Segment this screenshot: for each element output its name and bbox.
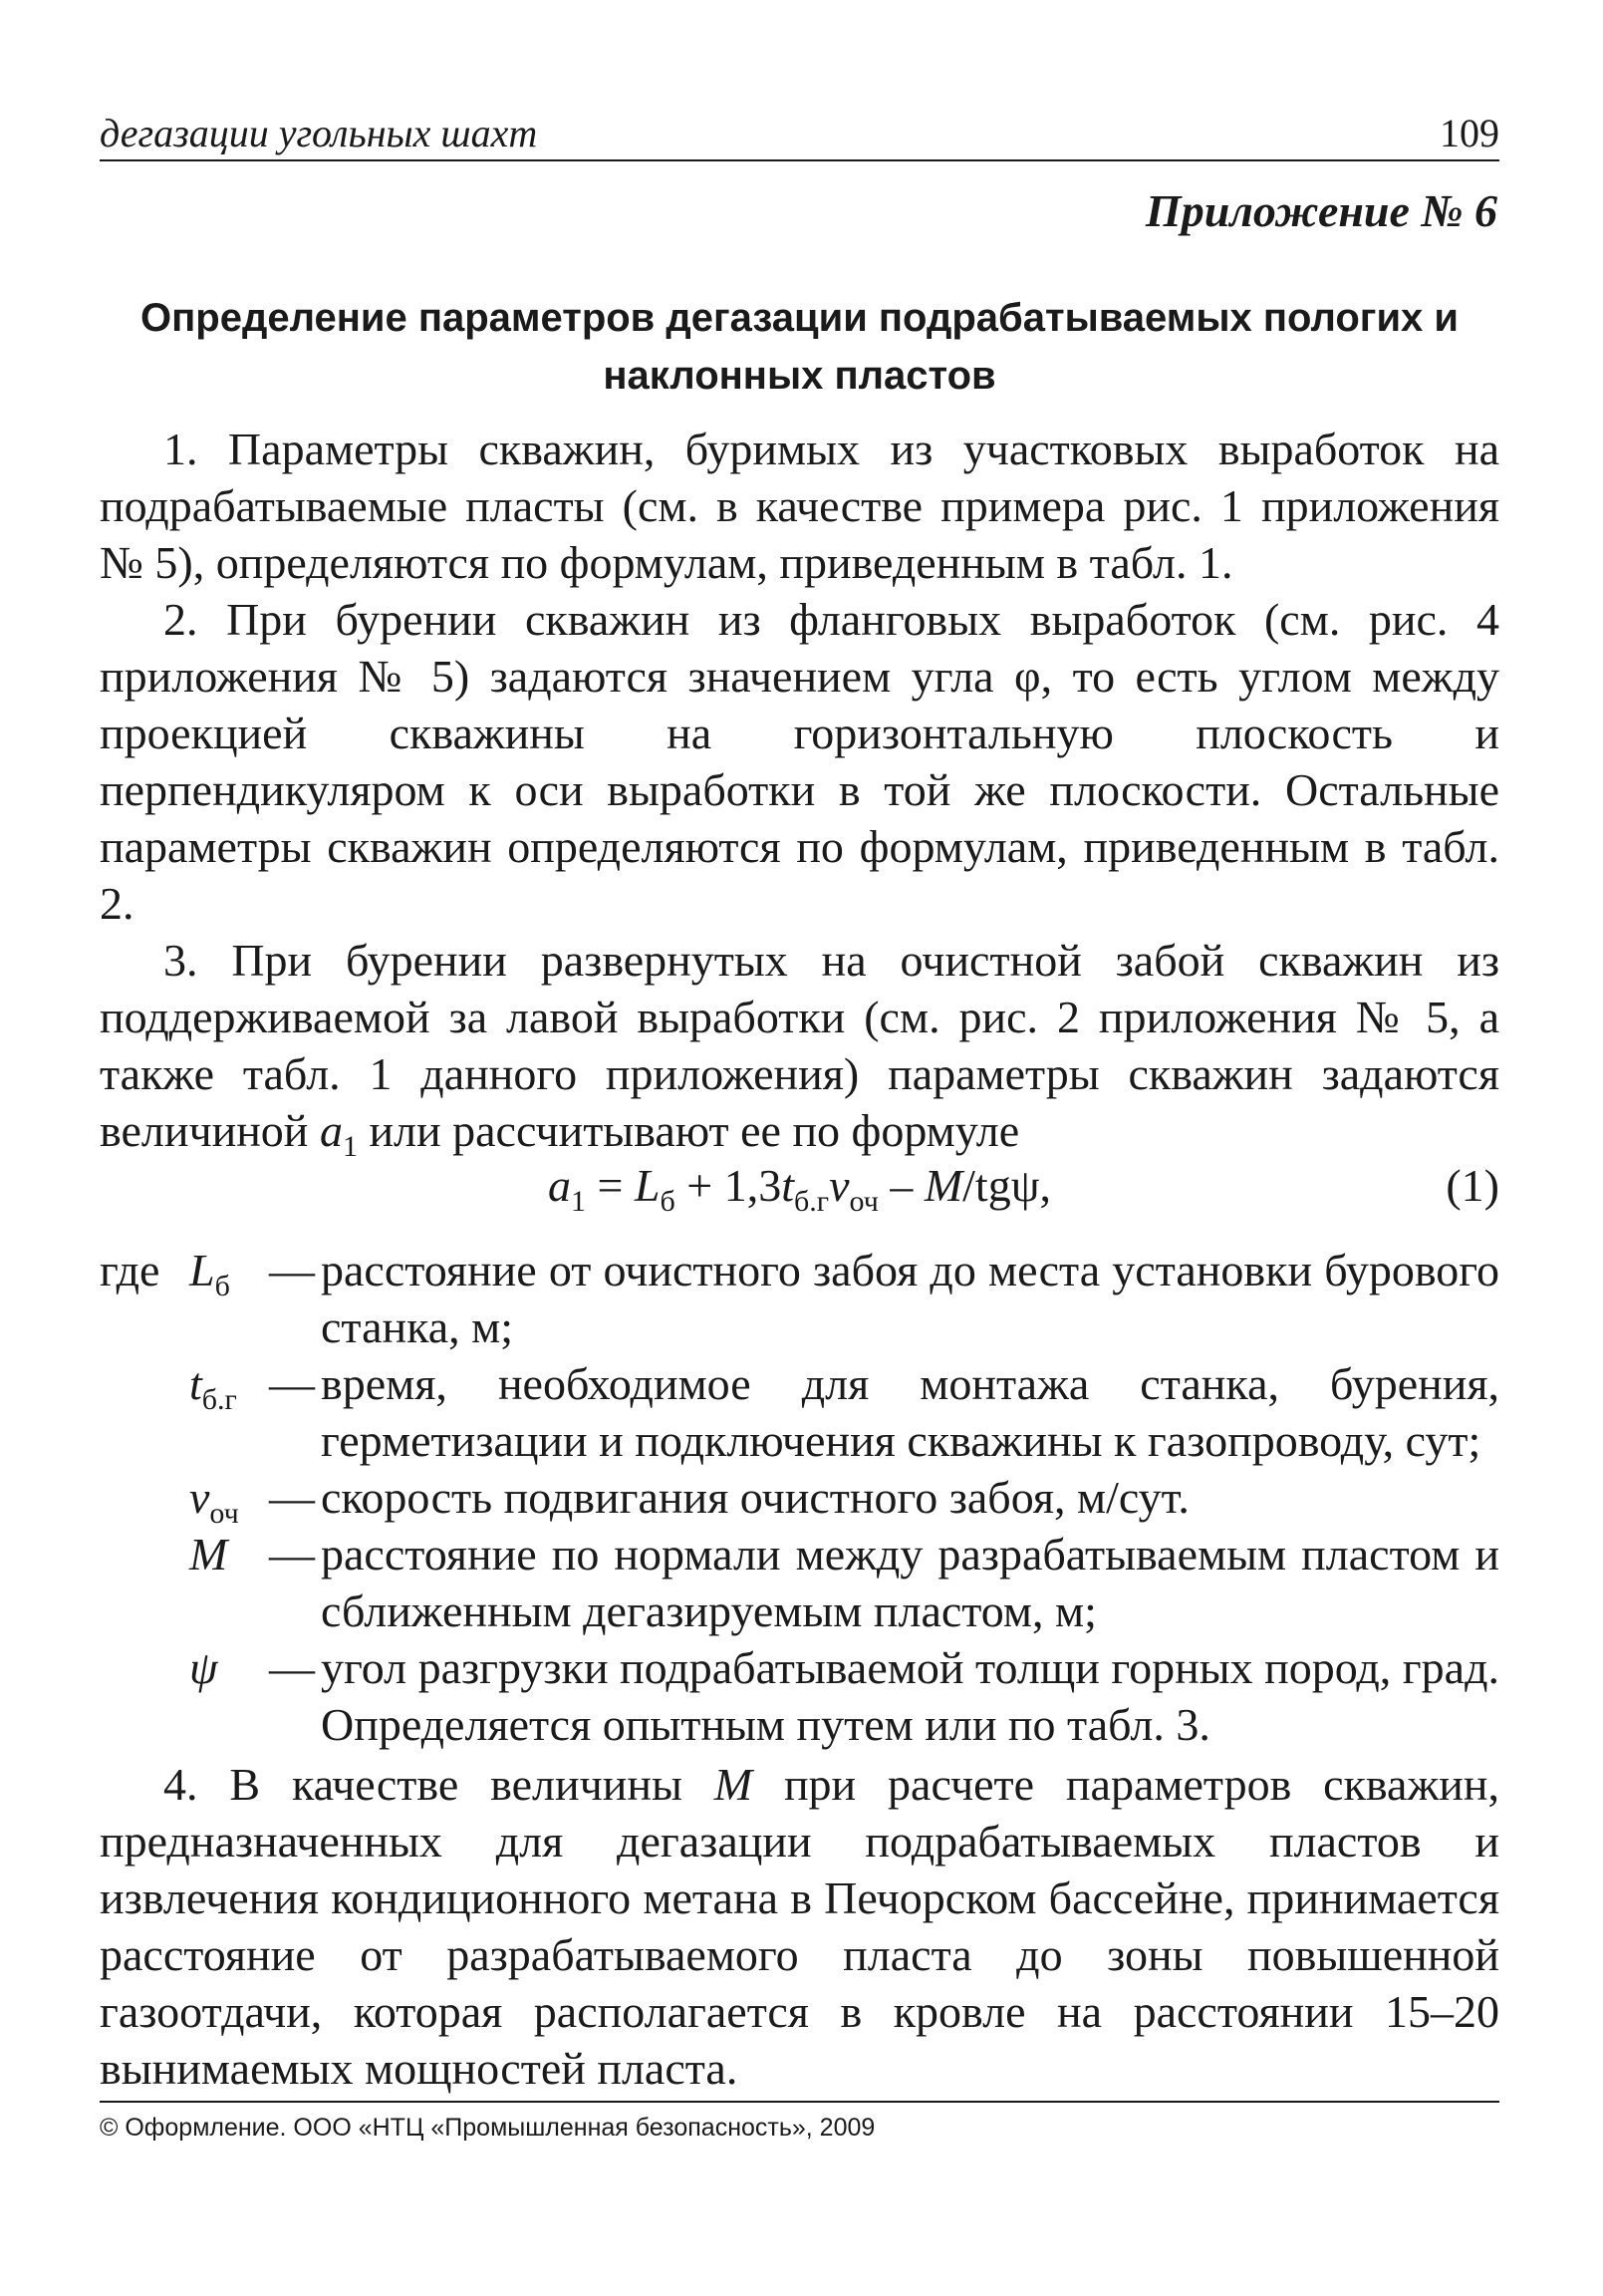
definition-symbol [189,1639,269,1753]
definition-symbol-sub: б [214,1270,230,1303]
paragraph-4-variable: M [713,1759,753,1810]
definition-text: угол разгрузки подрабатываемой толщи горных пород, град. Определяется опытным путем или по табл. 3. [321,1642,1499,1750]
definition-symbol [189,1469,269,1531]
formula-term-l-sub: б [660,1185,675,1219]
copyright-footer: © Оформление. ООО «НТЦ «Промышленная безопасность», 2009 [100,2114,876,2142]
definition-symbol [189,1242,269,1355]
formula-term-t-sub: б.г [794,1185,830,1219]
definition-text: скорость подвигания очистного забоя, м/сут. [321,1472,1190,1523]
definition-dash: — [269,1245,315,1295]
definition-symbol [189,1526,269,1639]
paragraph-4-end: при расчете параметров скважин, предназначенных для дегазации подрабатываемых пластов и извлечения кондиционного метана в Печорском бассейне, принимается расстояние от разрабатываемого пласта до зоны повышенной газоотдачи, которая располагается в кровле на расстоянии 15–20 вынимаемых мощностей пласта. [100,1759,1499,2094]
formula-term-m: M [924,1160,963,1211]
footer-divider [100,2101,1499,2103]
formula-expression [100,1156,1499,1219]
paragraph-3 [100,932,1499,1164]
section-title [100,289,1499,405]
section-title-line2: наклонных пластов [603,354,996,398]
header-divider [100,159,1499,161]
paragraph-3-variable: a [319,1105,343,1156]
definitions-lead-spacer [100,1639,189,1753]
formula-number: (1) [1446,1160,1499,1211]
paragraph-4 [100,1756,1499,2097]
formula-minus: – [878,1160,925,1211]
definition-symbol-sub: б.г [201,1383,237,1417]
formula-lhs-sub: 1 [570,1185,586,1219]
definition-dash: — [269,1642,315,1693]
definition-item [100,1242,1499,1355]
page-number: 109 [1440,111,1499,155]
formula-plus: + 1,3 [674,1160,782,1211]
paragraph-1: 1. Параметры скважин, буримых из участковых выработок на подрабатываемые пласты (см. в качестве примера рис. 1 приложения № 5), определяются по формулам, приведенным в табл. 1. [100,424,1499,588]
definition-symbol [189,1355,269,1469]
definition-symbol-letter: t [189,1358,202,1409]
paragraph-2: 2. При бурении скважин из фланговых выработок (см. рис. 4 приложения № 5) задаются значением угла φ, то есть углом между проекцией скважины на горизонтальную плоскость и перпендикуляром к оси выработки в той же плоскости. Остальные параметры скважин определяются по формулам, приведенным в табл. 2. [100,594,1499,929]
paragraph-3-start: 3. При бурении развернутых на очистной забой скважин из поддерживаемой за лавой выработки (см. рис. 2 приложения № 5, а также табл. 1 данного приложения) параметры скважин задаются величиной [100,935,1499,1156]
formula-1 [100,1156,1499,1219]
definition-text: расстояние от очистного забоя до места установки бурового станка, м; [321,1245,1499,1352]
definition-item [100,1355,1499,1469]
definition-symbol-letter: M [189,1529,228,1579]
definition-symbol-letter: v [189,1472,210,1523]
definition-dash: — [269,1472,315,1523]
appendix-label: Приложение № 6 [1145,185,1497,236]
definition-dash: — [269,1529,315,1579]
formula-term-t: t [781,1160,795,1211]
definition-text: расстояние по нормали между разрабатываемым пластом и сближенным дегазируемым пластом, м; [321,1529,1499,1636]
definition-item [100,1469,1499,1531]
running-title: дегазации угольных шахт [100,111,538,155]
body-lower [100,1756,1499,2097]
formula-tail: /tgψ, [962,1160,1052,1211]
formula-term-v-sub: оч [849,1185,879,1219]
formula-equals: = [585,1160,635,1211]
definition-item [100,1526,1499,1639]
formula-term-v: v [829,1160,850,1211]
definitions-lead-spacer [100,1355,189,1469]
definitions-lead-spacer [100,1526,189,1639]
section-title-line1: Определение параметров дегазации подрабатываемых пологих и [140,296,1459,340]
formula-lhs: a [547,1160,571,1211]
paragraph-4-start: 4. В качестве величины [163,1759,714,1810]
definitions-list [100,1242,1499,1753]
definition-text: время, необходимое для монтажа станка, бурения, герметизации и подключения скважины к газопроводу, сут; [321,1358,1499,1466]
definitions-lead-spacer [100,1469,189,1526]
definition-dash: — [269,1358,315,1409]
definition-symbol-letter: ψ [189,1642,218,1693]
definitions-lead: где [100,1245,160,1295]
paragraph-3-end: или рассчитывают ее по формуле [357,1105,1020,1156]
definition-symbol-letter: L [189,1245,215,1295]
definition-symbol-sub: оч [209,1497,239,1531]
formula-term-l: L [634,1160,661,1211]
body-upper [100,421,1499,1164]
definition-item [100,1639,1499,1753]
paragraph-3-variable-sub: 1 [342,1130,358,1164]
